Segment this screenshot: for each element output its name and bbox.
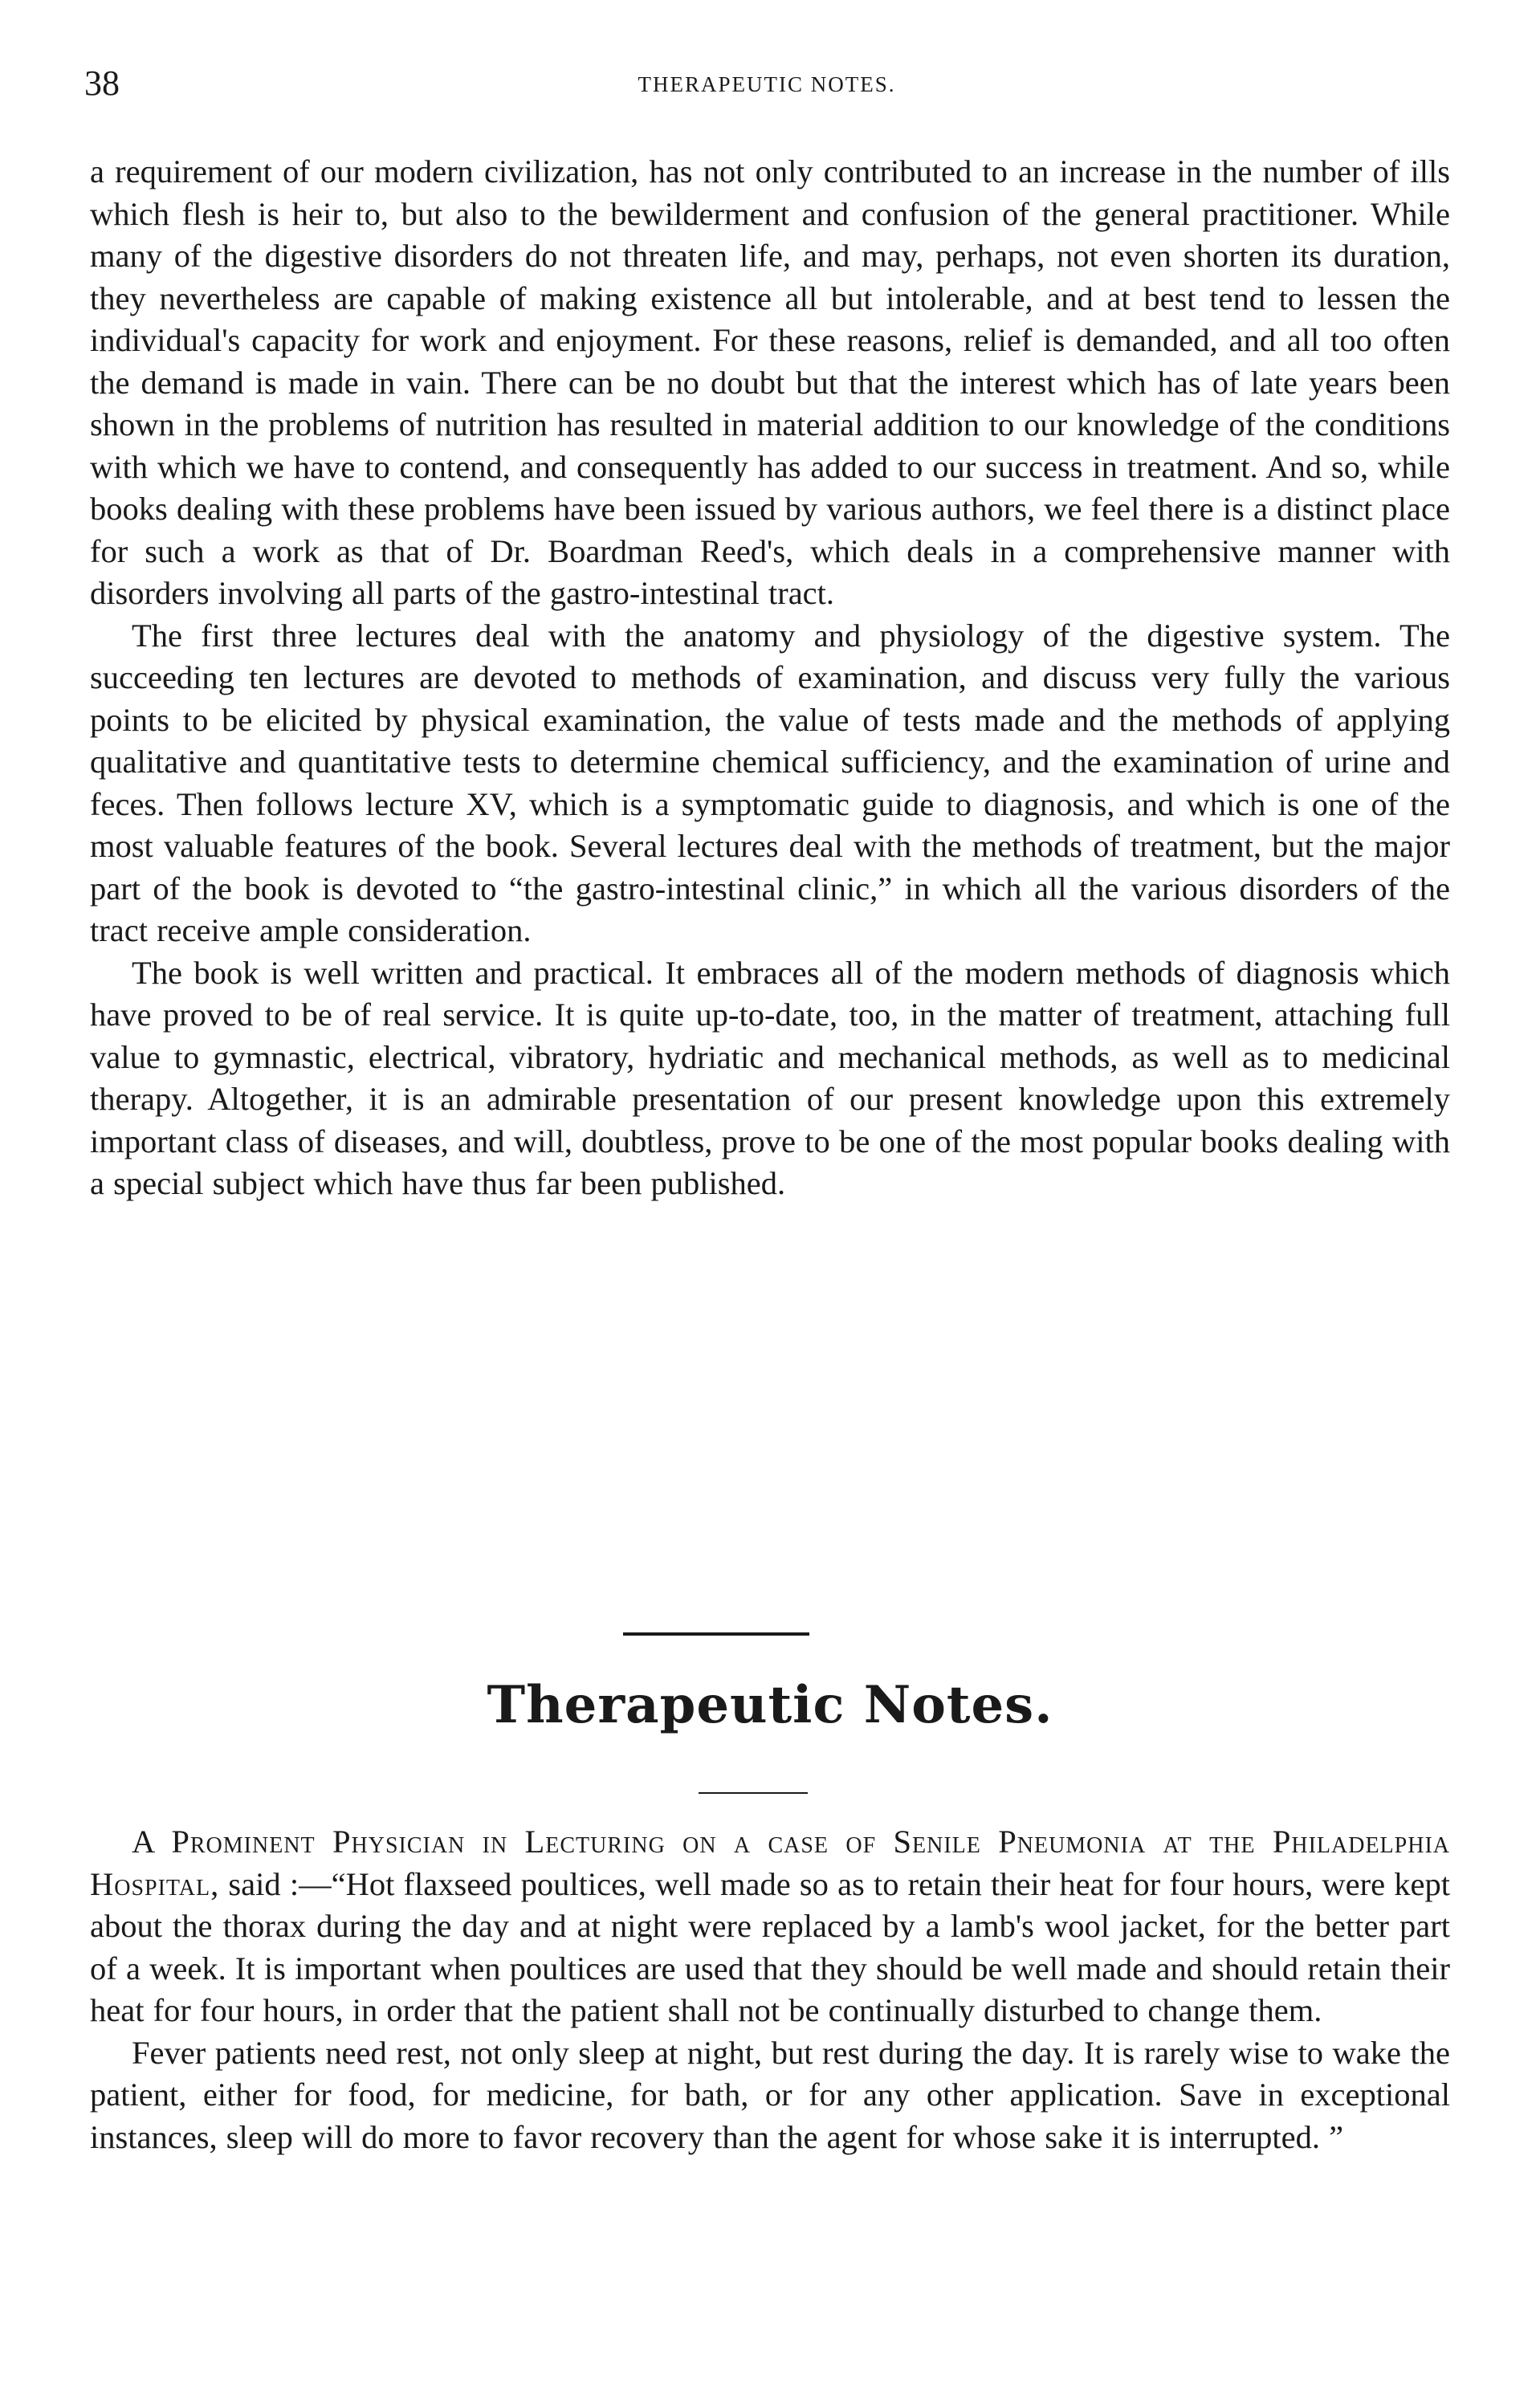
book-review <box>90 151 1450 1205</box>
running-head <box>84 63 1449 114</box>
review-paragraph-1: a requirement of our modern civilization, has not only contributed to an increase in the number of ills which flesh is heir to, but also to the bewilderment and confusion of the general practitioner. While many of the digestive disorders do not threaten life, and may, perhaps, not even shorten its duration, they nevertheless are capable of making existence all but intolerable, and at best tend to lessen the individual's capacity for work and enjoyment. For these reasons, relief is demanded, and all too often the demand is made in vain. There can be no doubt but that the interest which has of late years been shown in the problems of nutrition has resulted in material addition to our knowledge of the conditions with which we have to contend, and consequently has added to our success in treatment. And so, while books dealing with these problems have been issued by various authors, we feel there is a distinct place for such a work as that of Dr. Boardman Reed's, which deals in a comprehensive manner with disorders involving all parts of the gastro-intestinal tract. <box>90 153 1450 611</box>
heading-underline-rule <box>699 1792 808 1794</box>
therapeutic-notes-body <box>90 1821 1450 2158</box>
note-quote-text: said :—“Hot flaxseed poultices, well made so as to retain their heat for four hours, were kept about the thorax during the day and at night were replaced by a lamb's wool jacket, for the better part of a week. It is important when poultices are used that they should be well made and should retain their heat for four hours, in order that the patient shall not be continually disturbed to change them. <box>90 1865 1450 2028</box>
section-divider-rule <box>623 1632 809 1636</box>
review-paragraph-2: The first three lectures deal with the anatomy and physiology of the digestive system. The succeeding ten lectures are devoted to methods of examination, and discuss very fully the various points to be elicited by physical examination, the value of tests made and the methods of applying qualitative and quantitative tests to determine chemical sufficiency, and the examination of urine and feces. Then follows lecture XV, which is a symptomatic guide to diagnosis, and which is one of the most valuable features of the book. Several lectures deal with the methods of treatment, but the major part of the book is devoted to “the gastro-intestinal clinic,” in which all the various disorders of the tract receive ample consideration. <box>90 617 1450 948</box>
note-lead-in: A Prominent Physician in Lecturing on a case of Senile Pneumonia at the Philadelphia Hospital, <box>90 1824 1450 1902</box>
section-heading: Therapeutic Notes. <box>487 1675 1053 1735</box>
running-title: THERAPEUTIC NOTES. <box>638 72 896 96</box>
note-paragraph-1 <box>90 1821 1450 2032</box>
page-number: 38 <box>84 63 120 103</box>
review-paragraph-3: The book is well written and practical. It embraces all of the modern methods of diagnosis which have proved to be of real service. It is quite up-to-date, too, in the matter of treatment, attaching full value to gymnastic, electrical, vibratory, hydriatic and mechanical methods, as well as to medicinal therapy. Altogether, it is an admirable presentation of our present knowledge upon this extremely important class of diseases, and will, doubtless, prove to be one of the most popular books dealing with a special subject which have thus far been published. <box>90 954 1450 1201</box>
note-paragraph-2: Fever patients need rest, not only sleep at night, but rest during the day. It is rarely wise to wake the patient, either for food, for medicine, for bath, or for any other application. Save in exceptional instances, sleep will do more to favor recovery than the agent for whose sake it is interrupted. ” <box>90 2034 1450 2155</box>
